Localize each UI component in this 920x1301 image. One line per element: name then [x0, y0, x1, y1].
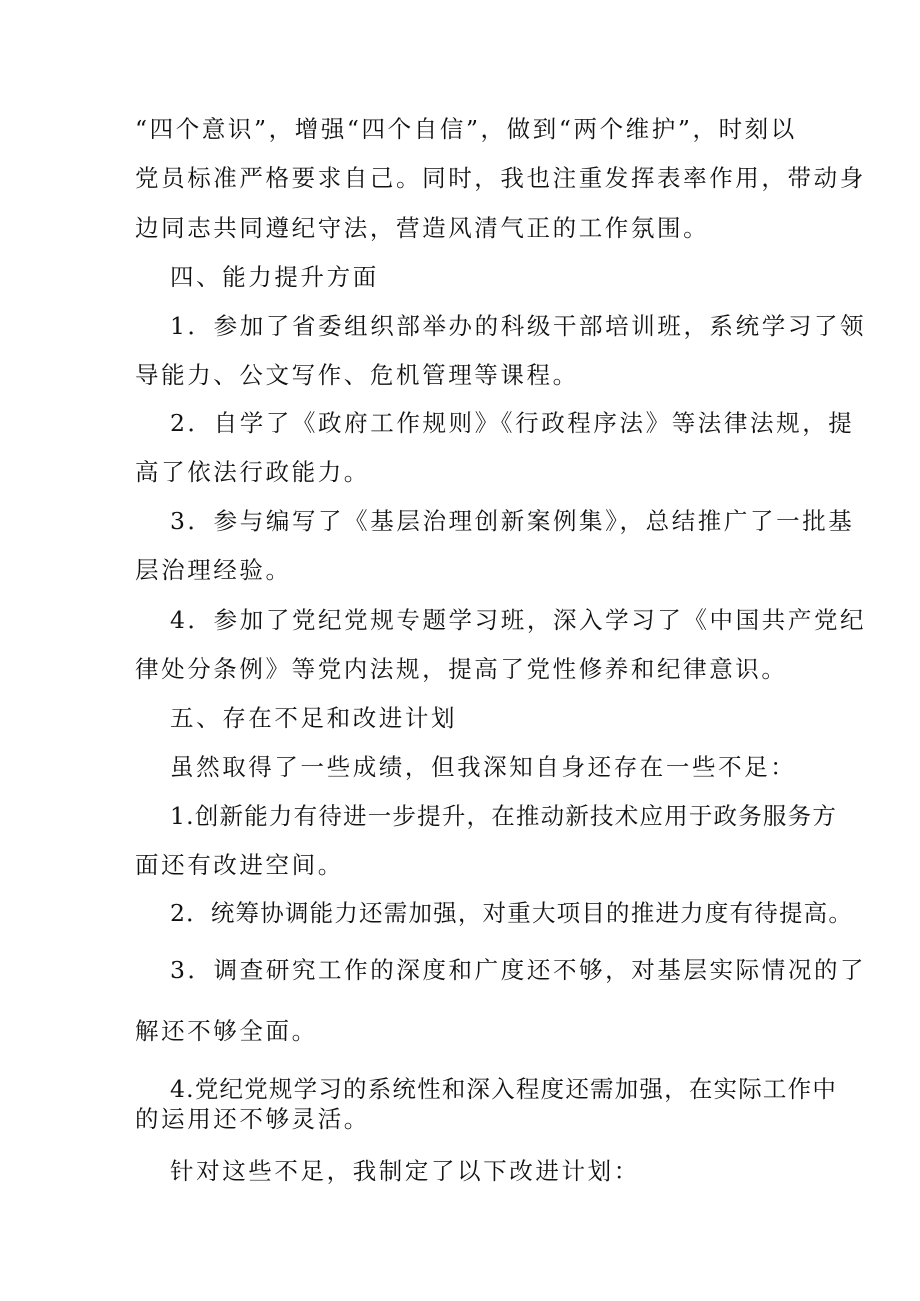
- list-item-line: 3．参与编写了《基层治理创新案例集》，总结推广了一批基: [170, 507, 855, 535]
- list-item-line: 高了依法行政能力。: [135, 458, 370, 486]
- list-item-line: 2．自学了《政府工作规则》《行政程序法》等法律法规，提: [170, 409, 855, 437]
- list-item-line: 层治理经验。: [135, 556, 292, 584]
- paragraph-line: 虽然取得了一些成绩，但我深知自身还存在一些不足：: [170, 753, 797, 781]
- list-item-line: 解还不够全面。: [135, 1017, 318, 1045]
- paragraph-line: 党员标准严格要求自己。同时，我也注重发挥表率作用，带动身: [135, 164, 866, 192]
- list-item-line: 的运用还不够灵活。: [135, 1105, 370, 1133]
- list-item-line: 3．调查研究工作的深度和广度还不够，对基层实际情况的了: [170, 956, 867, 984]
- paragraph-line: “四个意识”，增强“四个自信”，做到“两个维护”，时刻以: [135, 115, 797, 143]
- list-item-line: 4．参加了党纪党规专题学习班，深入学习了《中国共产党纪: [170, 606, 867, 634]
- section-heading: 五、存在不足和改进计划: [170, 704, 458, 732]
- section-heading: 四、能力提升方面: [170, 263, 379, 291]
- list-item-line: 4.党纪党规学习的系统性和深入程度还需加强，在实际工作中: [170, 1075, 838, 1103]
- list-item-line: 1.创新能力有待进一步提升，在推动新技术应用于政务服务方: [170, 802, 838, 830]
- list-item-line: 面还有改进空间。: [135, 851, 344, 879]
- list-item-line: 2．统筹协调能力还需加强，对重大项目的推进力度有待提高。: [170, 899, 854, 927]
- list-item-line: 律处分条例》等党内法规，提高了党性修养和纪律意识。: [135, 655, 788, 683]
- paragraph-line: 针对这些不足，我制定了以下改进计划：: [170, 1157, 640, 1185]
- list-item-line: 1．参加了省委组织部举办的科级干部培训班，系统学习了领: [170, 312, 867, 340]
- list-item-line: 导能力、公文写作、危机管理等课程。: [135, 361, 579, 389]
- paragraph-line: 边同志共同遵纪守法，营造风清气正的工作氛围。: [135, 214, 710, 242]
